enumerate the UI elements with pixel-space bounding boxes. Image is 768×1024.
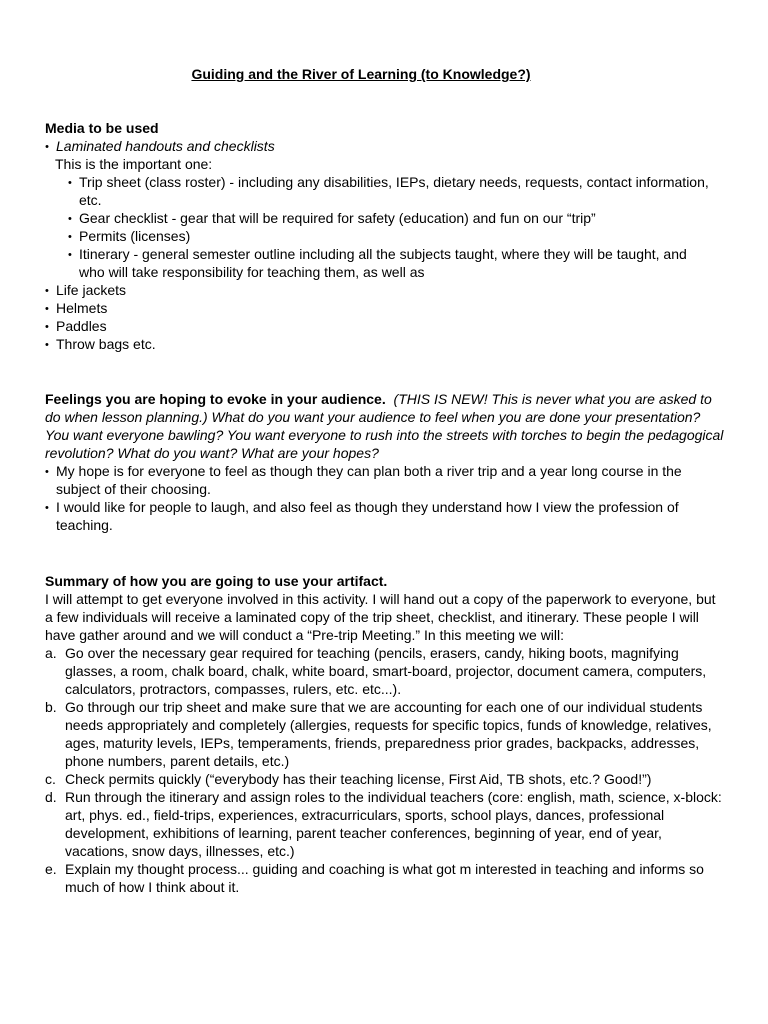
media-item: • Helmets — [45, 299, 725, 317]
feelings-paragraph — [45, 390, 725, 462]
document-title: Guiding and the River of Learning (to Knowledge?) — [191, 66, 531, 82]
media-intro: This is the important one: — [55, 156, 213, 172]
summary-step — [45, 644, 725, 698]
step-text: Explain my thought process... guiding and coaching is what got m interested in teaching and informs so much of how I think about it. — [65, 861, 704, 895]
media-item: • Throw bags etc. — [45, 335, 725, 353]
summary-step — [45, 788, 725, 860]
media-sub-item: • Trip sheet (class roster) - including any disabilities, IEPs, dietary needs, requests, contact information, etc. — [45, 173, 709, 209]
media-sub-item: • Gear checklist - gear that will be required for safety (education) and fun on our “trip” — [45, 209, 725, 227]
media-sub-item: • Itinerary - general semester outline including all the subjects taught, where they will be taught, and who will take responsibility for teaching them, as well as — [45, 245, 709, 281]
step-marker: b. — [45, 699, 57, 715]
media-item: • Paddles — [45, 317, 725, 335]
media-section — [45, 119, 725, 353]
step-text: Run through the itinerary and assign roles to the individual teachers (core: english, math, science, x-block: art, phys. ed., field-trips, experiences, extracurriculars, sports, school plays, dances, professional development, exhibitions of learning, parent teacher conferences, beginning of year, end of year, vacations, snow days, illnesses, etc.) — [65, 789, 722, 859]
step-text: Go over the necessary gear required for teaching (pencils, erasers, candy, hiking boots, magnifying glasses, a room, chalk board, chalk, white board, smart-board, projector, document camera, computers, calculators, protractors, compasses, rulers, etc. etc...). — [65, 645, 707, 697]
step-marker: c. — [45, 771, 56, 787]
media-first-item: • Laminated handouts and checklists — [45, 137, 725, 155]
feelings-heading: Feelings you are hoping to evoke in your audience. — [45, 391, 386, 407]
feelings-section — [45, 390, 725, 534]
feelings-item: • My hope is for everyone to feel as though they can plan both a river trip and a year long course in the subject of their choosing. — [45, 462, 725, 498]
summary-intro: I will attempt to get everyone involved in this activity. I will hand out a copy of the paperwork to everyone, but a few individuals will receive a laminated copy of the trip sheet, checklist, and itinerary. These people I will have gather around and we will conduct a “Pre-trip Meeting.” In this meeting we will: — [45, 591, 716, 643]
media-item: • Life jackets — [45, 281, 725, 299]
step-text: Go through our trip sheet and make sure that we are accounting for each one of our individual students needs appropriately and completely (allergies, requests for specific topics, funds of knowledge, relatives, ages, maturity levels, IEPs, temperaments, friends, preparedness prior grades, backpacks, addresses, phone numbers, parent details, etc.) — [65, 699, 712, 769]
summary-step — [45, 770, 725, 788]
summary-heading: Summary of how you are going to use your artifact. — [45, 573, 388, 589]
step-marker: e. — [45, 861, 57, 877]
summary-section — [45, 572, 725, 896]
step-marker: a. — [45, 645, 57, 661]
summary-step — [45, 860, 725, 896]
step-text: Check permits quickly (“everybody has their teaching license, First Aid, TB shots, etc.? Good!”) — [65, 771, 652, 787]
feelings-item: • I would like for people to laugh, and also feel as though they understand how I view the profession of teaching. — [45, 498, 725, 534]
step-marker: d. — [45, 789, 57, 805]
feelings-note: (THIS IS NEW! This is never what you are asked to do when lesson planning.) What do you want your audience to feel when you are done your presentation? You want everyone bawling? You want everyone to rush into the streets with torches to begin the pedagogical revolution? What do you want? What are your hopes? — [45, 391, 724, 461]
media-sub-item: • Permits (licenses) — [45, 227, 725, 245]
summary-step — [45, 698, 725, 770]
media-heading: Media to be used — [45, 120, 159, 136]
